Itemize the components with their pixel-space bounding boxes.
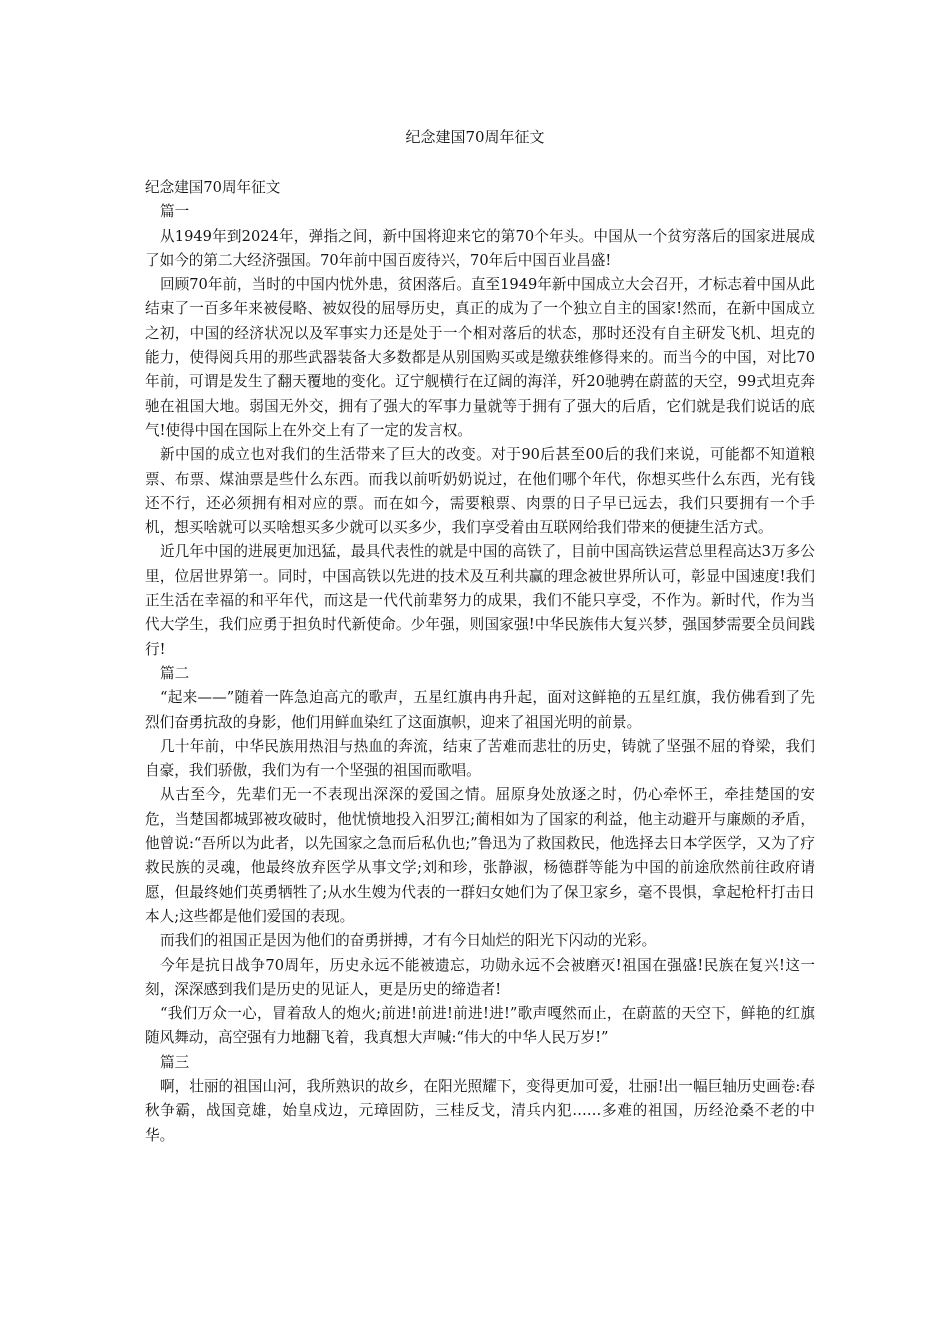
- document-subtitle: 纪念建国70周年征文: [145, 179, 281, 196]
- document-body: [145, 176, 815, 1148]
- section-heading-1: 篇一: [160, 203, 190, 221]
- paragraph: 今年是抗日战争70周年，历史永远不能被遗忘，功勋永远不会被磨灭!祖国在强盛!民族在复兴!这一刻，深深感到我们是历史的见证人，更是历史的缔造者!: [145, 956, 815, 998]
- section-heading-3: 篇三: [160, 1053, 190, 1071]
- paragraph: 从1949年到2024年，弹指之间，新中国将迎来它的第70个年头。中国从一个贫穷落后的国家进展成了如今的第二大经济强国。70年前中国百废待兴，70年后中国百业昌盛!: [145, 227, 815, 269]
- paragraph: “起来——”随着一阵急迫高亢的歌声，五星红旗冉冉升起，面对这鲜艳的五星红旗，我仿佛看到了先烈们奋勇抗敌的身影，他们用鲜血染红了这面旗帜，迎来了祖国光明的前景。: [145, 689, 815, 731]
- paragraph: 啊，壮丽的祖国山河，我所熟识的故乡，在阳光照耀下，变得更加可爱，壮丽!出一幅巨轴历史画卷:春秋争霸，战国竞雄，始皇戍边，元璋固防，三桂反戈，清兵内犯……多难的祖国，历经沧桑不老的中华。: [145, 1077, 815, 1144]
- section-heading-2: 篇二: [160, 664, 190, 682]
- paragraph: 几十年前，中华民族用热泪与热血的奔流，结束了苦难而悲壮的历史，铸就了坚强不屈的脊梁，我们自豪，我们骄傲，我们为有一个坚强的祖国而歌唱。: [145, 737, 815, 780]
- document-title: 纪念建国70周年征文: [405, 128, 545, 146]
- paragraph: 近几年中国的进展更加迅猛，最具代表性的就是中国的高铁了，目前中国高铁运营总里程高达3万多公里，位居世界第一。同时，中国高铁以先进的技术及互利共赢的理念被世界所认可，彰显中国速度!我们正生活在幸福的和平年代，而这是一代代前辈努力的成果，我们不能只享受，不作为。新时代，作为当代大学生，我们应勇于担负时代新使命。少年强，则国家强!中华民族伟大复兴梦，强国梦需要全员间践行!: [145, 543, 815, 658]
- paragraph: 而我们的祖国正是因为他们的奋勇拼搏，才有今日灿烂的阳光下闪动的光彩。: [160, 932, 657, 950]
- paragraph: 新中国的成立也对我们的生活带来了巨大的改变。对于90后甚至00后的我们来说，可能都不知道粮票、布票、煤油票是些什么东西。而我以前听奶奶说过，在他们哪个年代，你想买些什么东西，光有钱还不行，还必须拥有相对应的票。而在如今，需要粮票、肉票的日子早已远去，我们只要拥有一个手机，想买啥就可以买啥想买多少就可以买多少，我们享受着由互联网给我们带来的便捷生活方式。: [145, 446, 815, 537]
- paragraph: 回顾70年前，当时的中国内忧外患，贫困落后。直至1949年新中国成立大会召开，才标志着中国从此结束了一百多年来被侵略、被奴役的屈辱历史，真正的成为了一个独立自主的国家!然而，在新中国成立之初，中国的经济状况以及军事实力还是处于一个相对落后的状态，那时还没有自主研发飞机、坦克的能力，使得阅兵用的那些武器装备大多数都是从别国购买或是缴获维修得来的。而当今的中国，对比70年前，可谓是发生了翻天覆地的变化。辽宁舰横行在辽阔的海洋，歼20驰骋在蔚蓝的天空，99式坦克奔驰在祖国大地。弱国无外交，拥有了强大的军事力量就等于拥有了强大的后盾，它们就是我们说话的底气!使得中国在国际上在外交上有了一定的发言权。: [145, 276, 815, 439]
- paragraph: 从古至今，先辈们无一不表现出深深的爱国之情。屈原身处放逐之时，仍心牵怀王，牵挂楚国的安危，当楚国都城郢被攻破时，他忧愤地投入汨罗江;蔺相如为了国家的利益，他主动避开与廉颇的矛盾，他曾说:“吾所以为此者，以先国家之急而后私仇也;”鲁迅为了救国救民，他选择去日本学医学，又为了疗救民族的灵魂，他最终放弃医学从事文学;刘和珍，张静淑，杨德群等能为中国的前途欣然前往政府请愿，但最终她们英勇牺牲了;从水生嫂为代表的一群妇女她们为了保卫家乡，毫不畏惧，拿起枪杆打击日本人;这些都是他们爱国的表现。: [145, 786, 815, 925]
- paragraph: “我们万众一心，冒着敌人的炮火;前进!前进!前进!进!”歌声嘎然而止，在蔚蓝的天空下，鲜艳的红旗随风舞动，高空强有力地翻飞着，我真想大声喊:“伟大的中华人民万岁!”: [145, 1005, 815, 1047]
